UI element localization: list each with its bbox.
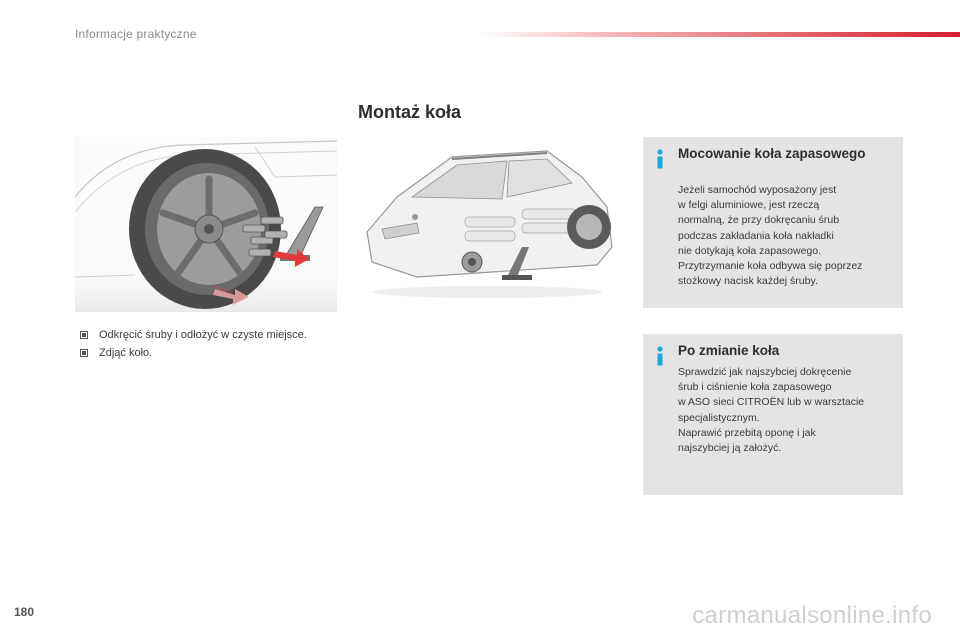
step-text: Odkręcić śruby i odłożyć w czyste miejsce.: [99, 329, 307, 341]
info-icon: [653, 149, 667, 169]
info-box-spare-wheel: [643, 137, 903, 308]
watermark: carmanualsonline.info: [692, 602, 932, 629]
checkbox-bullet-icon: [80, 331, 88, 339]
info-box-title: Po zmianie koła: [678, 343, 780, 358]
info-icon: [653, 346, 667, 366]
header-accent-bar: [478, 32, 960, 37]
info-box-body: Sprawdzić jak najszybciej dokręcenie śrub i ciśnienie koła zapasowego w ASO sieci CITROËN lub w warsztacie specjalistycznym. Naprawić przebitą oponę i jak najszybciej ją założyć.: [678, 366, 865, 455]
page-number: 180: [14, 605, 35, 619]
list-item: [80, 326, 307, 344]
car-jack-illustration: [357, 137, 619, 312]
info-box-after-change: [643, 334, 903, 495]
section-title: Montaż koła: [358, 102, 462, 122]
info-box-body: Jeżeli samochód wyposażony jest w felgi aluminiowe, jest rzeczą normalną, że przy dokręcaniu śrub podczas zakładania koła nakładki nie dotykają koła zapasowego. Przytrzymanie koła odbywa się poprzez stożkowy nacisk każdej śruby.: [678, 184, 863, 288]
list-item: [80, 344, 307, 362]
steps-list: [80, 326, 307, 362]
info-box-title: Mocowanie koła zapasowego: [678, 146, 866, 161]
header-title: Informacje praktyczne: [75, 27, 197, 41]
step-text: Zdjąć koło.: [99, 347, 153, 359]
checkbox-bullet-icon: [80, 349, 88, 357]
wheel-bolts-illustration: [75, 137, 337, 312]
